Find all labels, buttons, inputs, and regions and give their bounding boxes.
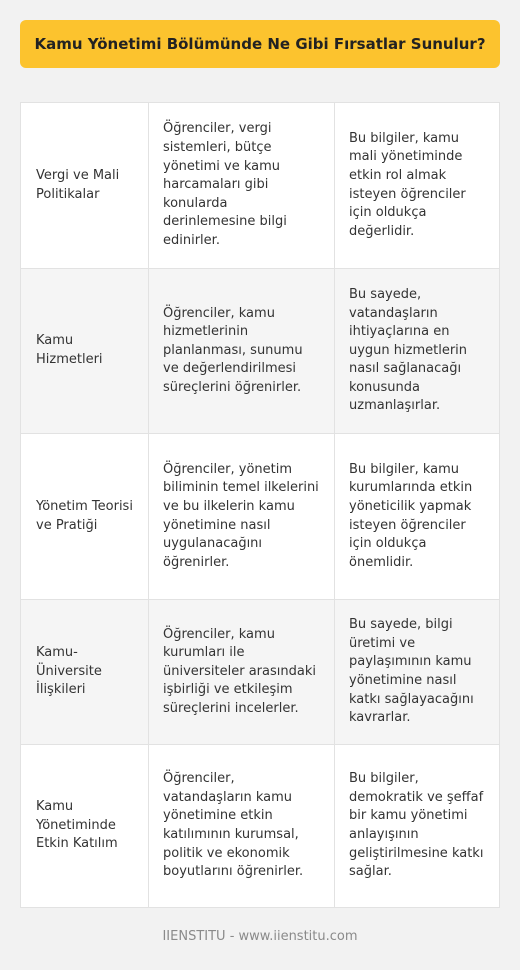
row-note: Bu bilgiler, demokratik ve şeffaf bir kamu yönetimi anlayışının geliştirilmesine katkı sağlar. [349,771,484,880]
row-label: Kamu-Üniversite İlişkileri [36,645,102,698]
row-description: Öğrenciler, vatandaşların kamu yönetimine etkin katılımının kurumsal, politik ve ekonomik boyutlarını öğrenirler. [148,745,335,907]
table-row [21,434,499,600]
table-row [21,600,499,745]
row-note: Bu bilgiler, kamu mali yönetiminde etkin rol almak isteyen öğrenciler için oldukça değerlidir. [349,130,466,239]
row-label: Kamu Hizmetleri [36,333,103,367]
row-description: Öğrenciler, yönetim biliminin temel ilkelerini ve bu ilkelerin kamu yönetimine nasıl uygulanacağını öğrenirler. [148,434,335,599]
row-label: Vergi ve Mali Politikalar [36,167,120,202]
row-description: Öğrenciler, vergi sistemleri, bütçe yönetimi ve kamu harcamaları gibi konularda derinlemesine bilgi edinirler. [148,103,335,268]
row-label: Yönetim Teorisi ve Pratiği [36,498,133,533]
table-row [21,745,499,907]
table-row [21,103,499,269]
row-description: Öğrenciler, kamu kurumları ile üniversiteler arasındaki işbirliği ve etkileşim süreçlerini incelerler. [148,600,335,744]
table-row [21,269,499,434]
footer-credit: IIENSTITU - www.iienstitu.com [162,929,358,944]
row-label: Kamu Yönetiminde Etkin Katılım [36,799,118,852]
row-note: Bu bilgiler, kamu kurumlarında etkin yöneticilik yapmak isteyen öğrenciler için oldukça önemlidir. [349,461,473,570]
page-title: Kamu Yönetimi Bölümünde Ne Gibi Fırsatlar Sunulur? [20,20,500,68]
opportunities-table [20,102,500,908]
row-description: Öğrenciler, kamu hizmetlerinin planlanması, sunumu ve değerlendirilmesi süreçlerini öğrenirler. [148,269,335,433]
row-note: Bu sayede, vatandaşların ihtiyaçlarına en uygun hizmetlerin nasıl sağlanacağı konusunda uzmanlaşırlar. [349,286,468,414]
row-note: Bu sayede, bilgi üretimi ve paylaşımının kamu yönetimine nasıl katkı sağlayacağını kavrarlar. [349,617,474,726]
